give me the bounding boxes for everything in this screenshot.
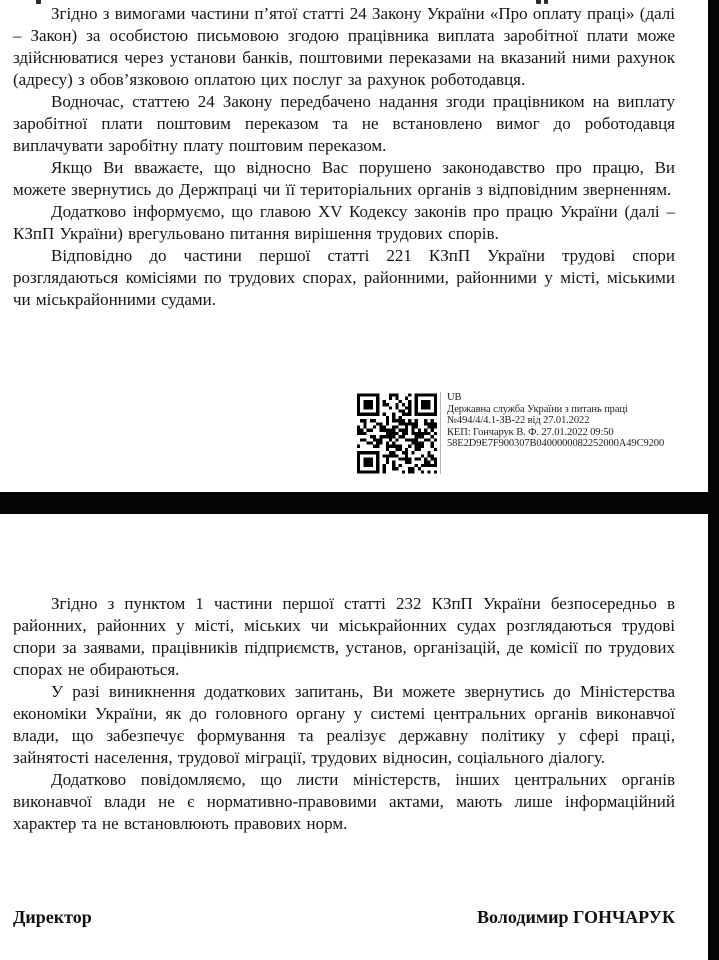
letter-page-2 xyxy=(0,514,719,960)
page2-body-text xyxy=(13,593,675,835)
paragraph: Згідно з вимогами частини п’ятої статті 24 Закону України «Про оплату праці» (далі – Закон) за особистою письмовою згодою працівника виплата заробітної плати може здійснюватися через установи банків, поштовими переказами на вказаний ними рахунок (адресу) з обов’язковою оплатою цих послуг за рахунок роботодавця. xyxy=(13,4,675,89)
paragraph: Якщо Ви вважаєте, що відносно Вас порушено законодавство про працю, Ви можете звернутись до Держпраці чи її територіальних органів з відповідним зверненням. xyxy=(13,158,675,199)
qes-digital-stamp xyxy=(357,392,664,475)
paragraph: Додатково інформуємо, що главою XV Кодексу законів про працю України (далі – КЗпП України) врегульовано питання вирішення трудових спорів. xyxy=(13,202,675,243)
paragraph: У разі виникнення додаткових запитань, Ви можете звернутись до Міністерства економіки України, як до головного органу у системі центральних органів виконавчої влади, що забезпечує формування та реалізує державну політику у сфері праці, зайнятості населення, трудової міграції, трудових відносин, соціального діалогу. xyxy=(13,682,675,767)
qr-code-icon xyxy=(357,392,437,475)
stamp-caption xyxy=(441,392,664,450)
stamp-doc-number: №494/4/4.1-ЗВ-22 від 27.01.2022 xyxy=(447,415,590,426)
paragraph: Згідно з пунктом 1 частини першої статті 232 КЗпП України безпосередньо в районних, районних у місті, міських чи міськрайонних судах розглядаються трудові спори за заявами, працівників підприємств, установ, організацій, де комісії по трудових спорах не обираються. xyxy=(13,594,675,679)
stamp-org-code: UB xyxy=(447,392,462,403)
page-separator-band xyxy=(0,492,719,514)
paragraph: Водночас, статтею 24 Закону передбачено надання згоди працівником на виплату заробітної плати поштовим переказом та не встановлено вимог до роботодавця виплачувати заробітну плату поштовим переказом. xyxy=(13,92,675,155)
paragraph: Додатково повідомляємо, що листи міністерств, інших центральних органів виконавчої влади не є нормативно-правовими актами, мають лише інформаційний характер та не встановлюють правових норм. xyxy=(13,770,675,833)
stamp-hash: 58E2D9E7F900307B0400000082252000A49C9200 xyxy=(447,438,665,449)
signature-title: Директор xyxy=(13,907,92,927)
paragraph: Відповідно до частини першої статті 221 КЗпП України трудові спори розглядаються комісіями по трудових спорах, районними, районними у місті, міськими чи міськрайонними судами. xyxy=(13,246,675,309)
signature-name: Володимир ГОНЧАРУК xyxy=(477,907,675,927)
stamp-signer: КЕП: Гончарук В. Ф. 27.01.2022 09:50 xyxy=(447,426,614,438)
signature-row xyxy=(13,907,675,928)
page1-body-text xyxy=(13,3,675,311)
scan-edge-strip xyxy=(708,0,719,960)
stamp-org-name: Державна служба України з питань праці xyxy=(447,403,628,415)
